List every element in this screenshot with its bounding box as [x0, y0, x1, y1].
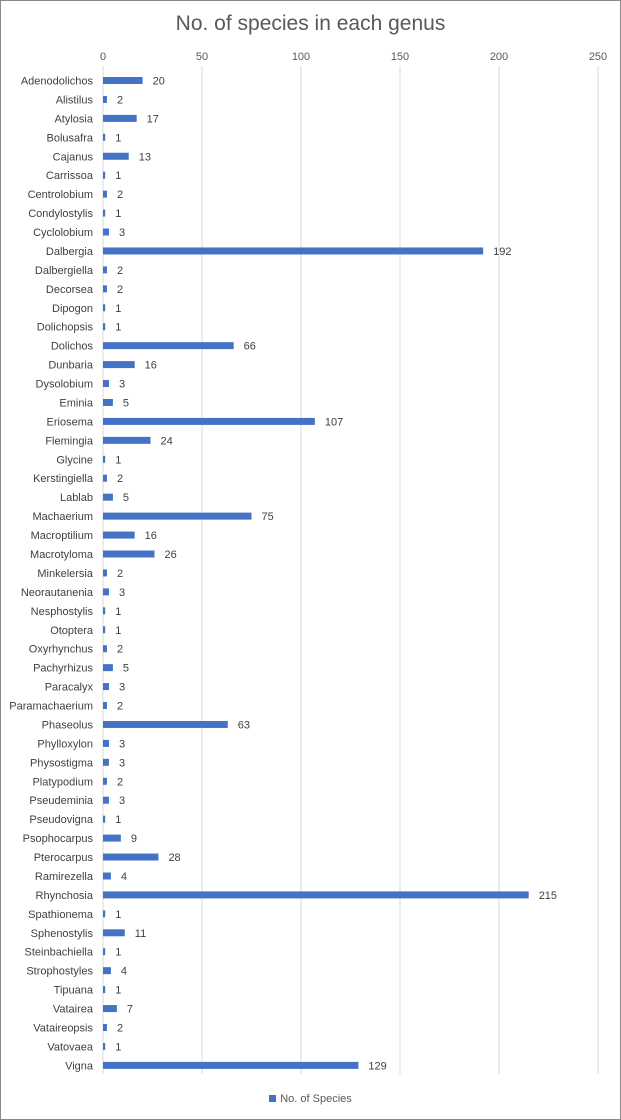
- bar[interactable]: [103, 172, 105, 179]
- category-label: Spathionema: [28, 908, 93, 921]
- bar[interactable]: [103, 475, 107, 482]
- category-label: Condylostylis: [28, 208, 93, 221]
- bar[interactable]: [103, 323, 105, 330]
- data-label: 2: [116, 473, 124, 486]
- data-label: 3: [118, 757, 126, 770]
- category-label: Pachyrhizus: [33, 662, 93, 675]
- bar[interactable]: [103, 986, 105, 993]
- bar[interactable]: [103, 551, 154, 558]
- category-label: Pseudovigna: [29, 814, 93, 827]
- data-label: 1: [115, 321, 122, 334]
- data-label: 1: [115, 984, 122, 997]
- gridlines: [103, 66, 598, 1074]
- data-label: 2: [116, 94, 124, 107]
- data-label: 28: [168, 852, 181, 865]
- bar[interactable]: [103, 361, 135, 368]
- bar[interactable]: [103, 229, 109, 236]
- bar[interactable]: [103, 115, 137, 122]
- bar[interactable]: [103, 569, 107, 576]
- bar[interactable]: [103, 702, 107, 709]
- data-label: 1: [115, 1041, 122, 1054]
- data-label: 3: [118, 227, 126, 240]
- bar[interactable]: [103, 532, 135, 539]
- bar[interactable]: [103, 494, 113, 501]
- bar[interactable]: [103, 816, 105, 823]
- category-label: Strophostyles: [26, 965, 93, 978]
- legend-swatch: [269, 1095, 276, 1102]
- data-label: 1: [115, 302, 122, 315]
- data-label: 4: [120, 870, 128, 883]
- category-label: Neorautanenia: [20, 586, 93, 599]
- category-label: Nesphostylis: [30, 605, 93, 618]
- bar[interactable]: [103, 664, 113, 671]
- data-label: 11: [134, 927, 147, 940]
- data-label: 5: [122, 662, 130, 675]
- bar[interactable]: [103, 626, 105, 633]
- category-label: Oxyrhynchus: [28, 643, 93, 656]
- data-label: 1: [115, 454, 122, 467]
- bar[interactable]: [103, 1062, 358, 1069]
- category-label: Adenodolichos: [20, 75, 93, 88]
- data-label: 20: [152, 75, 165, 88]
- bar[interactable]: [103, 304, 105, 311]
- category-label: Dolichos: [50, 340, 93, 353]
- x-axis-ticks: [100, 51, 607, 63]
- category-label: Lablab: [59, 492, 93, 505]
- data-label: 107: [324, 416, 344, 429]
- bar[interactable]: [103, 437, 151, 444]
- category-label: Dalbergia: [45, 245, 93, 258]
- category-label: Dolichopsis: [36, 321, 93, 334]
- bar[interactable]: [103, 153, 129, 160]
- legend-label: No. of Species: [280, 1093, 352, 1105]
- category-label: Ramirezella: [34, 870, 93, 883]
- category-label: Carrissoa: [45, 170, 93, 183]
- data-label: 16: [144, 359, 157, 372]
- bar[interactable]: [103, 191, 107, 198]
- bar[interactable]: [103, 399, 113, 406]
- x-tick-label: 100: [291, 51, 311, 63]
- data-label: 63: [237, 719, 250, 732]
- bar[interactable]: [103, 210, 105, 217]
- data-label: 129: [368, 1060, 387, 1073]
- data-label: 5: [122, 397, 130, 410]
- category-label: Vataireopsis: [33, 1022, 93, 1035]
- category-label: Dalbergiella: [34, 264, 93, 277]
- bar[interactable]: [103, 929, 125, 936]
- data-label: 1: [115, 814, 122, 827]
- data-label: 7: [126, 1003, 133, 1016]
- bars: [103, 77, 529, 1069]
- category-label: Eminia: [59, 397, 93, 410]
- bar[interactable]: [103, 797, 109, 804]
- category-label: Alistilus: [55, 94, 93, 107]
- data-labels: [115, 76, 557, 1073]
- bar[interactable]: [103, 891, 529, 898]
- data-label: 4: [120, 965, 128, 978]
- category-label: Vatairea: [52, 1003, 93, 1016]
- chart-title: No. of species in each genus: [175, 12, 446, 35]
- data-label: 2: [116, 264, 124, 277]
- legend[interactable]: [0, 1093, 621, 1105]
- data-label: 2: [116, 643, 124, 656]
- data-label: 3: [118, 738, 126, 751]
- data-label: 1: [115, 170, 122, 183]
- bar[interactable]: [103, 910, 105, 917]
- data-label: 17: [146, 113, 159, 126]
- data-label: 1: [115, 208, 122, 221]
- data-label: 2: [116, 1022, 124, 1035]
- bar[interactable]: [103, 588, 109, 595]
- data-label: 1: [115, 908, 122, 921]
- data-label: 24: [160, 435, 173, 448]
- data-label: 1: [115, 132, 122, 145]
- data-label: 5: [122, 492, 130, 505]
- x-tick-label: 200: [489, 51, 509, 63]
- bar[interactable]: [103, 740, 109, 747]
- category-label: Glycine: [56, 454, 93, 467]
- category-label: Dunbaria: [48, 359, 93, 372]
- bar[interactable]: [103, 854, 158, 861]
- category-label: Kerstingiella: [33, 473, 93, 486]
- category-label: Dysolobium: [35, 378, 93, 391]
- bar[interactable]: [103, 683, 109, 690]
- bar[interactable]: [103, 513, 252, 520]
- bar[interactable]: [103, 872, 111, 879]
- data-label: 75: [261, 511, 274, 524]
- data-label: 1: [115, 605, 122, 618]
- x-tick-label: 0: [99, 51, 107, 63]
- data-label: 2: [116, 700, 124, 713]
- category-label: Macroptilium: [30, 530, 93, 543]
- category-label: Centrolobium: [27, 189, 93, 202]
- category-label: Platypodium: [32, 776, 93, 789]
- bar[interactable]: [103, 721, 228, 728]
- bar[interactable]: [103, 285, 107, 292]
- bar[interactable]: [103, 380, 109, 387]
- data-label: 2: [116, 283, 124, 296]
- data-label: 3: [118, 378, 126, 391]
- data-label: 3: [118, 795, 126, 808]
- bar[interactable]: [103, 418, 315, 425]
- category-label: Bolusafra: [46, 132, 93, 145]
- category-label: Macrotyloma: [30, 549, 93, 561]
- bar[interactable]: [103, 134, 105, 141]
- bar[interactable]: [103, 247, 483, 254]
- x-tick-label: 150: [390, 51, 410, 63]
- bar[interactable]: [103, 266, 107, 273]
- category-label: Steinbachiella: [24, 946, 93, 959]
- data-label: 2: [116, 776, 124, 789]
- category-label: Otoptera: [50, 624, 93, 637]
- data-label: 66: [243, 340, 256, 353]
- data-label: 192: [493, 245, 512, 258]
- category-label: Machaerium: [32, 511, 93, 524]
- category-label: Cyclolobium: [33, 227, 93, 240]
- data-label: 9: [130, 833, 137, 846]
- bar[interactable]: [103, 1024, 107, 1031]
- category-label: Flemingia: [45, 435, 93, 448]
- bar[interactable]: [103, 778, 107, 785]
- bar[interactable]: [103, 967, 111, 974]
- category-label: Phaseolus: [41, 719, 93, 732]
- bar[interactable]: [103, 759, 109, 766]
- category-label: Pterocarpus: [33, 852, 93, 865]
- data-label: 26: [164, 549, 177, 561]
- category-label: Vigna: [65, 1060, 93, 1073]
- category-label: Sphenostylis: [30, 927, 93, 940]
- category-labels: [9, 76, 94, 1073]
- data-label: 215: [538, 889, 558, 902]
- bar[interactable]: [103, 77, 143, 84]
- bar[interactable]: [103, 1005, 117, 1012]
- data-label: 3: [118, 681, 126, 694]
- category-label: Atylosia: [54, 113, 93, 126]
- category-label: Tipuana: [53, 984, 93, 997]
- x-tick-label: 50: [195, 51, 209, 63]
- category-label: Paramachaerium: [9, 700, 93, 713]
- bar[interactable]: [103, 645, 107, 652]
- category-label: Cajanus: [52, 151, 93, 164]
- data-label: 1: [115, 946, 122, 959]
- category-label: Pseudeminia: [29, 795, 93, 808]
- data-label: 2: [116, 189, 124, 202]
- category-label: Decorsea: [45, 283, 93, 296]
- data-label: 13: [138, 151, 151, 164]
- category-label: Vatovaea: [47, 1041, 93, 1054]
- data-label: 16: [144, 530, 157, 543]
- category-label: Psophocarpus: [22, 833, 93, 846]
- bar[interactable]: [103, 607, 105, 614]
- bar[interactable]: [103, 342, 234, 349]
- category-label: Eriosema: [46, 416, 93, 429]
- bar[interactable]: [103, 1043, 105, 1050]
- category-label: Rhynchosia: [35, 889, 93, 902]
- category-label: Paracalyx: [44, 681, 93, 694]
- x-tick-label: 250: [588, 51, 608, 63]
- category-label: Phylloxylon: [37, 738, 93, 751]
- data-label: 3: [118, 586, 126, 599]
- category-label: Physostigma: [30, 757, 93, 770]
- data-label: 2: [116, 567, 124, 580]
- bar[interactable]: [103, 456, 105, 463]
- category-label: Minkelersia: [37, 567, 93, 580]
- bar[interactable]: [103, 948, 105, 955]
- category-label: Dipogon: [52, 302, 93, 315]
- bar[interactable]: [103, 96, 107, 103]
- bar[interactable]: [103, 835, 121, 842]
- data-label: 1: [115, 624, 122, 637]
